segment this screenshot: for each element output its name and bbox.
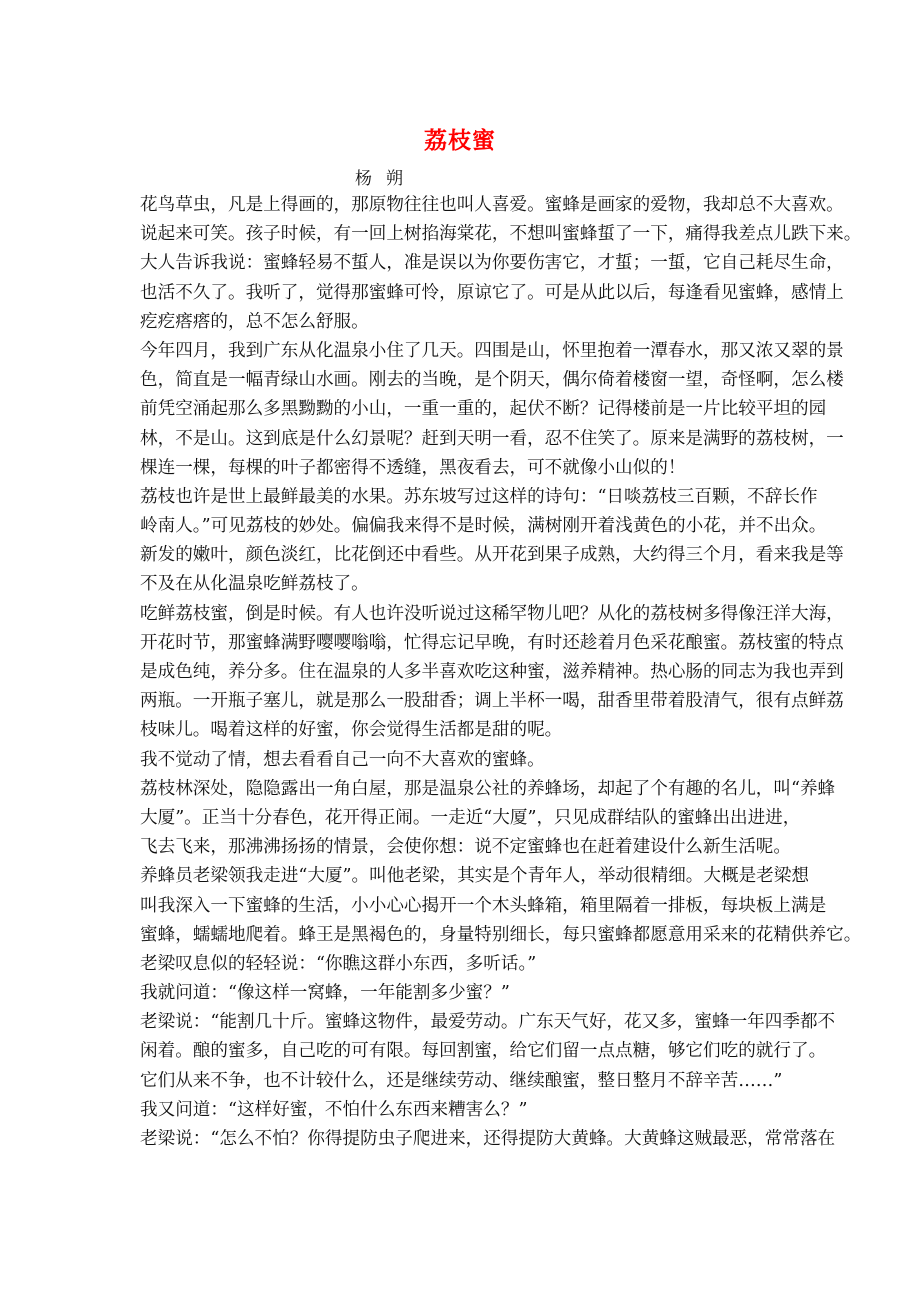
text-line: 荔枝林深处，隐隐露出一角白屋，那是温泉公社的养蜂场，却起了个有趣的名儿，叫“养蜂 (140, 778, 836, 799)
text-line: 枝味儿。喝着这样的好蜜，你会觉得生活都是甜的呢。 (140, 720, 563, 741)
text-line: 闲着。酿的蜜多，自己吃的可有限。每回割蜜，给它们留一点点糖，够它们吃的就行了。 (140, 1041, 827, 1062)
paragraph (140, 1096, 785, 1125)
text-line: 是成色纯，养分多。住在温泉的人多半喜欢吃这种蜜，滋养精神。热心肠的同志为我也弄到 (140, 662, 844, 682)
paragraph (140, 483, 844, 600)
text-line: 疙疙瘩瘩的，总不怎么舒服。 (140, 311, 369, 332)
text-line: 老梁叹息似的轻轻说：“你瞧这群小东西，多听话。” (140, 953, 537, 974)
paragraph (140, 191, 862, 337)
document-author: 杨朔 (355, 169, 417, 189)
text-line: 新发的嫩叶，颜色淡红，比花倒还中看些。从开花到果子成熟，大约得三个月，看来我是等 (140, 545, 844, 566)
text-line: 蜜蜂，蠕蠕地爬着。蜂王是黑褐色的，身量特别细长，每只蜜蜂都愿意用采来的花精供养它。 (140, 924, 862, 945)
text-line: 养蜂员老梁领我走进“大厦”。叫他老梁，其实是个青年人，举动很精细。大概是老梁想 (140, 866, 809, 887)
paragraph (140, 862, 862, 950)
paragraph (140, 337, 844, 483)
text-line: 它们从来不争，也不计较什么，还是继续劳动、继续酿蜜，整日整月不辞辛苦……” (140, 1070, 783, 1091)
text-line: 今年四月，我到广东从化温泉小住了几天。四围是山，怀里抱着一潭春水，那又浓又翠的景 (140, 340, 844, 361)
text-line: 大人告诉我说：蜜蜂轻易不蜇人，准是误以为你要伤害它，才蜇；一蜇，它自己耗尽生命， (140, 253, 844, 274)
text-line: 开花时节，那蜜蜂满野嘤嘤嗡嗡，忙得忘记早晚，有时还趁着月色采花酿蜜。荔枝蜜的特点 (140, 632, 844, 653)
paragraph (140, 950, 785, 979)
text-line: 色，简直是一幅青绿山水画。刚去的当晚，是个阴天，偶尔倚着楼窗一望，奇怪啊，怎么楼 (140, 370, 844, 391)
text-line: 说起来可笑。孩子时候，有一回上树掐海棠花，不想叫蜜蜂蜇了一下，痛得我差点儿跌下来。 (140, 224, 862, 245)
text-line: 岭南人。”可见荔枝的妙处。偏偏我来得不是时候，满树刚开着浅黄色的小花，并不出众。 (140, 516, 827, 537)
text-line: 叫我深入一下蜜蜂的生活，小小心心揭开一个木头蜂箱，箱里隔着一排板，每块板上满是 (140, 895, 827, 916)
document-title: 荔枝蜜 (424, 127, 496, 154)
text-line: 荔枝也许是世上最鲜最美的水果。苏东坡写过这样的诗句：“日啖荔枝三百颗，不辞长作 (140, 486, 818, 507)
text-line: 老梁说：“怎么不怕？你得提防虫子爬进来，还得提防大黄蜂。大黄蜂这贼最恶，常常落在 (140, 1129, 836, 1149)
paragraph (140, 746, 785, 775)
text-line: 棵连一棵，每棵的叶子都密得不透缝，黑夜看去，可不就像小山似的！ (140, 457, 686, 478)
text-line: 吃鲜荔枝蜜，倒是时候。有人也许没听说过这稀罕物儿吧？从化的荔枝树多得像汪洋大海， (140, 603, 844, 624)
paragraph (140, 1125, 836, 1154)
paragraph (140, 1008, 836, 1096)
paragraph (140, 979, 785, 1008)
text-line: 大厦”。正当十分春色，花开得正闹。一走近“大厦”，只见成群结队的蜜蜂出出进进， (140, 807, 801, 828)
paragraph (140, 600, 844, 746)
text-line: 林，不是山。这到底是什么幻景呢？赶到天明一看，忍不住笑了。原来是满野的荔枝树，一 (140, 428, 844, 449)
text-line: 老梁说：“能割几十斤。蜜蜂这物件，最爱劳动。广东天气好，花又多，蜜蜂一年四季都不 (140, 1012, 836, 1033)
paragraph (140, 775, 836, 863)
text-line: 前凭空涌起那么多黑黝黝的小山，一重一重的，起伏不断？记得楼前是一片比较平坦的园 (140, 399, 827, 420)
text-line: 不及在从化温泉吃鲜荔枝了。 (140, 574, 369, 595)
text-line: 两瓶。一开瓶子塞儿，就是那么一股甜香；调上半杯一喝，甜香里带着股清气，很有点鲜荔 (140, 691, 844, 712)
text-line: 也活不久了。我听了，觉得那蜜蜂可怜，原谅它了。可是从此以后，每逢看见蜜蜂，感情上 (140, 282, 844, 303)
text-line: 我又问道：“这样好蜜，不怕什么东西来糟害么？” (140, 1099, 528, 1120)
text-line: 花鸟草虫，凡是上得画的，那原物往往也叫人喜爱。蜜蜂是画家的爱物，我却总不大喜欢。 (140, 195, 844, 215)
text-line: 我不觉动了情，想去看看自己一向不大喜欢的蜜蜂。 (140, 749, 545, 770)
text-line: 飞去飞来，那沸沸扬扬的情景，会使你想：说不定蜜蜂也在赶着建设什么新生活呢。 (140, 837, 791, 858)
text-line: 我就问道：“像这样一窝蜂，一年能割多少蜜？” (140, 983, 510, 1004)
document-body (140, 191, 862, 1154)
